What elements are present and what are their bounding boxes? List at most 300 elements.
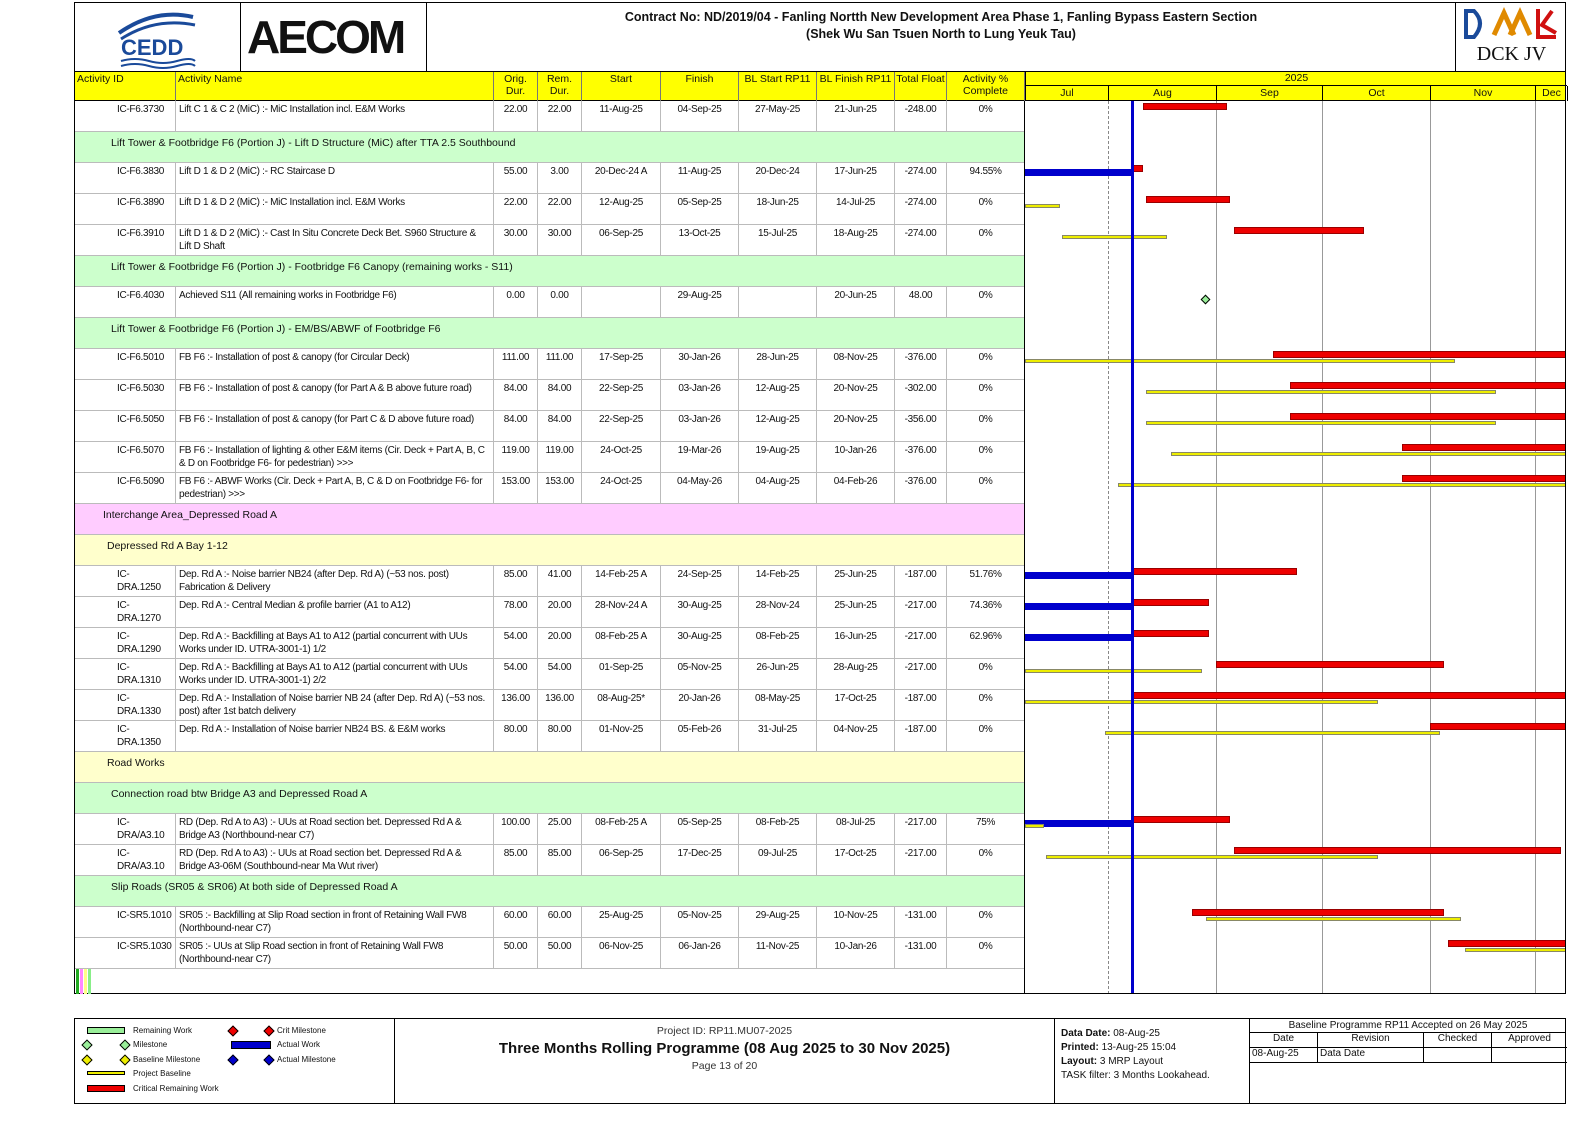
gantt-baseline-bar[interactable] — [1046, 855, 1377, 859]
pct-complete-cell: 0% — [947, 473, 1025, 503]
gantt-critical-bar[interactable] — [1132, 692, 1566, 699]
activity-id-cell: IC-F6.5090 — [75, 473, 176, 503]
bl-start-cell: 20-Dec-24 — [739, 163, 817, 193]
bl-finish-cell: 18-Aug-25 — [817, 225, 895, 255]
legend-remaining-work: Remaining Work — [133, 1026, 192, 1035]
start-date-cell: 24-Oct-25 — [582, 473, 661, 503]
orig-dur-cell: 85.00 — [494, 845, 538, 875]
gantt-critical-bar[interactable] — [1132, 816, 1230, 823]
baseline-note: Baseline Programme RP11 Accepted on 26 May 2025 — [1250, 1019, 1566, 1033]
pct-complete-cell: 75% — [947, 814, 1025, 844]
total-float-cell: -376.00 — [895, 442, 947, 472]
rev-col-approved: Approved — [1508, 1033, 1551, 1044]
pct-complete-cell: 0% — [947, 287, 1025, 317]
bl-start-cell: 29-Aug-25 — [739, 907, 817, 937]
start-date-cell: 22-Sep-25 — [582, 380, 661, 410]
start-date-cell: 20-Dec-24 A — [582, 163, 661, 193]
orig-dur-cell: 54.00 — [494, 659, 538, 689]
wbs-band-label: Road Works — [107, 757, 165, 769]
gantt-actual-bar[interactable] — [1024, 169, 1132, 176]
bl-finish-cell: 17-Jun-25 — [817, 163, 895, 193]
bl-finish-cell: 10-Nov-25 — [817, 907, 895, 937]
bl-start-cell: 11-Nov-25 — [739, 938, 817, 968]
pct-complete-cell: 0% — [947, 690, 1025, 720]
gantt-month-gridline — [1535, 101, 1536, 994]
bl-finish-cell: 10-Jan-26 — [817, 938, 895, 968]
col-rem-dur[interactable]: Rem. Dur. — [538, 72, 582, 101]
activity-name-cell: Lift D 1 & D 2 (MiC) :- Cast In Situ Concrete Deck Bet. S960 Structure & Lift D Shaft — [176, 225, 494, 255]
gantt-critical-bar[interactable] — [1273, 351, 1566, 358]
total-float-cell: -376.00 — [895, 473, 947, 503]
gantt-baseline-bar[interactable] — [1025, 824, 1044, 828]
gantt-critical-bar[interactable] — [1132, 599, 1209, 606]
rev-col-date: Date — [1250, 1033, 1318, 1048]
activity-name-cell: Lift D 1 & D 2 (MiC) :- RC Staircase D — [176, 163, 494, 193]
rem-dur-cell: 41.00 — [538, 566, 582, 596]
activity-id-cell: IC-DRA/A3.10 — [75, 814, 176, 844]
wbs-band-label: Depressed Rd A Bay 1-12 — [107, 540, 228, 552]
bl-finish-cell: 20-Jun-25 — [817, 287, 895, 317]
month-aug: Aug — [1109, 86, 1217, 101]
gantt-baseline-bar[interactable] — [1206, 917, 1462, 921]
activity-name-cell: FB F6 :- Installation of lighting & other E&M items (Cir. Deck + Part A, B, C & D on Footbridge F6- for pedestrian) >>> — [176, 442, 494, 472]
rem-dur-cell: 80.00 — [538, 721, 582, 751]
rem-dur-cell: 54.00 — [538, 659, 582, 689]
activity-id-cell: IC-F6.4030 — [75, 287, 176, 317]
total-float-cell: -274.00 — [895, 163, 947, 193]
crit-milestone-icon — [227, 1025, 238, 1036]
table-row[interactable] — [75, 721, 1025, 752]
gantt-critical-bar[interactable] — [1192, 909, 1444, 916]
rem-dur-cell: 3.00 — [538, 163, 582, 193]
finish-date-cell: 04-May-26 — [661, 473, 739, 503]
rem-dur-cell: 20.00 — [538, 597, 582, 627]
gantt-critical-bar[interactable] — [1402, 475, 1566, 482]
rem-dur-cell: 111.00 — [538, 349, 582, 379]
start-date-cell: 28-Nov-24 A — [582, 597, 661, 627]
gantt-baseline-bar[interactable] — [1025, 359, 1455, 363]
bl-finish-cell: 10-Jan-26 — [817, 442, 895, 472]
activity-name-cell: SR05 :- UUs at Slip Road section in front of Retaining Wall FW8 (Northbound-near C7) — [176, 938, 494, 968]
column-header-row — [74, 72, 1566, 101]
total-float-cell: -274.00 — [895, 225, 947, 255]
legend — [75, 1019, 395, 1103]
data-date-line: Data Date: 08-Aug-25 — [1061, 1028, 1160, 1039]
gantt-baseline-bar[interactable] — [1118, 483, 1566, 487]
month-sep: Sep — [1217, 86, 1323, 101]
finish-date-cell: 05-Feb-26 — [661, 721, 739, 751]
gantt-critical-bar[interactable] — [1132, 568, 1297, 575]
finish-date-cell: 30-Aug-25 — [661, 597, 739, 627]
activity-name-cell: Dep. Rd A :- Backfilling at Bays A1 to A12 (partial concurrent with UUs Works under ID. UTRA-3001-1) 2/2 — [176, 659, 494, 689]
gantt-critical-bar[interactable] — [1290, 413, 1566, 420]
total-float-cell: -217.00 — [895, 659, 947, 689]
pct-complete-cell: 0% — [947, 101, 1025, 131]
activity-name-cell: Dep. Rd A :- Installation of Noise barrier NB24 BS. & E&M works — [176, 721, 494, 751]
gantt-critical-bar[interactable] — [1132, 630, 1209, 637]
gantt-baseline-bar[interactable] — [1171, 452, 1566, 456]
gantt-baseline-bar[interactable] — [1105, 731, 1440, 735]
gantt-critical-bar[interactable] — [1234, 227, 1364, 234]
start-date-cell: 06-Sep-25 — [582, 845, 661, 875]
activity-id-cell: IC-F6.3830 — [75, 163, 176, 193]
gantt-critical-bar[interactable] — [1448, 940, 1567, 947]
rev-date: 08-Aug-25 — [1250, 1048, 1318, 1063]
rem-dur-cell: 30.00 — [538, 225, 582, 255]
total-float-cell: -187.00 — [895, 690, 947, 720]
actual-work-swatch — [231, 1041, 271, 1049]
total-float-cell: -187.00 — [895, 566, 947, 596]
orig-dur-cell: 0.00 — [494, 287, 538, 317]
table-row[interactable] — [75, 287, 1025, 318]
activity-name-cell: SR05 :- Backfilling at Slip Road section in front of Retaining Wall FW8 (Northbound-near C7) — [176, 907, 494, 937]
rem-dur-cell: 84.00 — [538, 380, 582, 410]
bl-start-cell: 12-Aug-25 — [739, 411, 817, 441]
activity-name-cell: Dep. Rd A :- Backfilling at Bays A1 to A12 (partial concurrent with UUs Works under ID. UTRA-3001-1) 1/2 — [176, 628, 494, 658]
total-float-cell: -248.00 — [895, 101, 947, 131]
activity-id-cell: IC-F6.3730 — [75, 101, 176, 131]
print-info — [1061, 1027, 1251, 1083]
gantt-critical-bar[interactable] — [1146, 196, 1230, 203]
activity-name-cell: Dep. Rd A :- Installation of Noise barrier NB 24 (after Dep. Rd A) (~53 nos. post) after 1st batch delivery — [176, 690, 494, 720]
table-row[interactable] — [75, 225, 1025, 256]
gantt-baseline-bar[interactable] — [1025, 700, 1378, 704]
bl-start-cell — [739, 287, 817, 317]
rev-revision: Data Date — [1318, 1048, 1424, 1063]
pct-complete-cell: 0% — [947, 721, 1025, 751]
bl-finish-cell: 14-Jul-25 — [817, 194, 895, 224]
table-row[interactable] — [75, 907, 1025, 938]
table-row[interactable] — [75, 411, 1025, 442]
programme-title: Three Months Rolling Programme (08 Aug 2025 to 30 Nov 2025) — [498, 1040, 951, 1057]
activity-table — [74, 101, 1024, 994]
activity-name-cell: FB F6 :- Installation of post & canopy (for Part A & B above future road) — [176, 380, 494, 410]
orig-dur-cell: 55.00 — [494, 163, 538, 193]
start-date-cell: 17-Sep-25 — [582, 349, 661, 379]
bl-finish-cell: 25-Jun-25 — [817, 566, 895, 596]
finish-date-cell: 05-Sep-25 — [661, 194, 739, 224]
rev-col-revision: Revision — [1318, 1033, 1424, 1048]
activity-id-cell: IC-F6.3910 — [75, 225, 176, 255]
activity-id-cell: IC-DRA/A3.10 — [75, 845, 176, 875]
finish-date-cell: 06-Jan-26 — [661, 938, 739, 968]
total-float-cell: -302.00 — [895, 380, 947, 410]
bl-start-cell: 08-May-25 — [739, 690, 817, 720]
finish-date-cell: 11-Aug-25 — [661, 163, 739, 193]
activity-name-cell: RD (Dep. Rd A to A3) :- UUs at Road section bet. Depressed Rd A & Bridge A3 (Northbound-near C7) — [176, 814, 494, 844]
rem-dur-cell: 20.00 — [538, 628, 582, 658]
orig-dur-cell: 84.00 — [494, 411, 538, 441]
finish-date-cell: 04-Sep-25 — [661, 101, 739, 131]
rem-dur-cell: 119.00 — [538, 442, 582, 472]
activity-id-cell: IC-SR5.1010 — [75, 907, 176, 937]
bl-finish-cell: 20-Nov-25 — [817, 380, 895, 410]
data-date-line — [1131, 101, 1134, 994]
bl-start-cell: 08-Feb-25 — [739, 628, 817, 658]
wbs-band-label: Lift Tower & Footbridge F6 (Portion J) - EM/BS/ABWF of Footbridge F6 — [111, 323, 441, 335]
pct-complete-cell: 62.96% — [947, 628, 1025, 658]
total-float-cell: -356.00 — [895, 411, 947, 441]
orig-dur-cell: 30.00 — [494, 225, 538, 255]
bl-finish-cell: 08-Nov-25 — [817, 349, 895, 379]
activity-name-cell: Lift D 1 & D 2 (MiC) :- MiC Installation incl. E&M Works — [176, 194, 494, 224]
bl-start-cell: 14-Feb-25 — [739, 566, 817, 596]
remaining-work-swatch — [87, 1027, 125, 1034]
rev-col-checked: Checked — [1424, 1033, 1492, 1048]
bl-finish-cell: 04-Feb-26 — [817, 473, 895, 503]
orig-dur-cell: 85.00 — [494, 566, 538, 596]
svg-text:CEDD: CEDD — [121, 35, 184, 60]
activity-id-cell: IC-DRA.1290 — [75, 628, 176, 658]
bl-start-cell: 08-Feb-25 — [739, 814, 817, 844]
table-row[interactable] — [75, 101, 1025, 132]
table-row[interactable] — [75, 659, 1025, 690]
baseline-milestone-icon-2 — [119, 1054, 130, 1065]
actual-milestone-icon-2 — [263, 1054, 274, 1065]
gantt-baseline-bar[interactable] — [1465, 948, 1566, 952]
pct-complete-cell: 0% — [947, 349, 1025, 379]
pct-complete-cell: 0% — [947, 907, 1025, 937]
col-start[interactable]: Start — [582, 72, 661, 101]
milestone-icon-2 — [119, 1039, 130, 1050]
pct-complete-cell: 0% — [947, 225, 1025, 255]
table-row[interactable] — [75, 597, 1025, 628]
pct-complete-cell: 0% — [947, 659, 1025, 689]
table-row[interactable] — [75, 845, 1025, 876]
month-nov: Nov — [1431, 86, 1536, 101]
pct-complete-cell: 0% — [947, 380, 1025, 410]
start-date-cell: 08-Aug-25* — [582, 690, 661, 720]
col-total-float[interactable]: Total Float — [895, 72, 947, 101]
table-row[interactable] — [75, 473, 1025, 504]
finish-date-cell: 13-Oct-25 — [661, 225, 739, 255]
orig-dur-cell: 80.00 — [494, 721, 538, 751]
project-id: Project ID: RP11.MU07-2025 — [656, 1025, 793, 1037]
start-date-cell: 01-Sep-25 — [582, 659, 661, 689]
activity-id-cell: IC-F6.5070 — [75, 442, 176, 472]
rem-dur-cell: 22.00 — [538, 101, 582, 131]
revision-header — [1250, 1033, 1567, 1048]
orig-dur-cell: 60.00 — [494, 907, 538, 937]
bl-finish-cell: 20-Nov-25 — [817, 411, 895, 441]
milestone-icon — [81, 1039, 92, 1050]
wbs-band-row — [75, 535, 1025, 566]
gantt-actual-bar[interactable] — [1024, 634, 1132, 641]
activity-name-cell: Lift C 1 & C 2 (MiC) :- MiC Installation incl. E&M Works — [176, 101, 494, 131]
wbs-band-row — [75, 132, 1025, 163]
table-row[interactable] — [75, 194, 1025, 225]
finish-date-cell: 17-Dec-25 — [661, 845, 739, 875]
legend-actual-milestone: Actual Milestone — [277, 1055, 336, 1064]
gantt-critical-bar[interactable] — [1402, 444, 1566, 451]
revision-row — [1250, 1048, 1567, 1063]
gantt-chart — [1024, 101, 1566, 994]
pct-complete-cell: 0% — [947, 194, 1025, 224]
bl-start-cell: 27-May-25 — [739, 101, 817, 131]
table-row[interactable] — [75, 380, 1025, 411]
title-line-2: (Shek Wu San Tsuen North to Lung Yeuk Tau) — [806, 27, 1076, 41]
rem-dur-cell: 153.00 — [538, 473, 582, 503]
bl-finish-cell: 28-Aug-25 — [817, 659, 895, 689]
activity-name-cell: RD (Dep. Rd A to A3) :- UUs at Road section bet. Depressed Rd A & Bridge A3-06M (Southbound-near Ma Wut river) — [176, 845, 494, 875]
orig-dur-cell: 153.00 — [494, 473, 538, 503]
activity-id-cell: IC-F6.5050 — [75, 411, 176, 441]
total-float-cell: -131.00 — [895, 907, 947, 937]
finish-date-cell: 05-Nov-25 — [661, 907, 739, 937]
activity-name-cell: FB F6 :- Installation of post & canopy (for Circular Deck) — [176, 349, 494, 379]
orig-dur-cell: 22.00 — [494, 194, 538, 224]
gantt-actual-bar[interactable] — [1024, 572, 1132, 579]
finish-date-cell: 03-Jan-26 — [661, 411, 739, 441]
wbs-band-row — [75, 504, 1025, 535]
wbs-band-row — [75, 876, 1025, 907]
activity-id-cell: IC-DRA.1350 — [75, 721, 176, 751]
col-pct-complete[interactable]: Activity % Complete — [947, 72, 1025, 101]
col-activity-name[interactable]: Activity Name — [176, 72, 494, 101]
wbs-band-row — [75, 318, 1025, 349]
orig-dur-cell: 84.00 — [494, 380, 538, 410]
bl-finish-cell: 25-Jun-25 — [817, 597, 895, 627]
gantt-baseline-bar[interactable] — [1062, 235, 1167, 239]
bl-start-cell: 28-Nov-24 — [739, 597, 817, 627]
col-bl-start[interactable]: BL Start RP11 — [739, 72, 817, 101]
wbs-band-label: Lift Tower & Footbridge F6 (Portion J) - Lift D Structure (MiC) after TTA 2.5 Southbound — [111, 137, 516, 149]
critical-remaining-swatch — [87, 1085, 125, 1092]
table-row[interactable] — [75, 628, 1025, 659]
rem-dur-cell: 25.00 — [538, 814, 582, 844]
cedd-logo — [75, 3, 241, 73]
document-title — [427, 3, 1456, 73]
legend-crit-milestone: Crit Milestone — [277, 1026, 326, 1035]
table-row[interactable] — [75, 442, 1025, 473]
total-float-cell: -217.00 — [895, 628, 947, 658]
table-row[interactable] — [75, 349, 1025, 380]
start-date-cell: 14-Feb-25 A — [582, 566, 661, 596]
legend-milestone: Milestone — [133, 1040, 168, 1049]
gantt-critical-bar[interactable] — [1430, 723, 1566, 730]
table-row[interactable] — [75, 566, 1025, 597]
finish-date-cell: 03-Jan-26 — [661, 380, 739, 410]
start-date-cell: 24-Oct-25 — [582, 442, 661, 472]
rem-dur-cell: 22.00 — [538, 194, 582, 224]
gantt-baseline-bar[interactable] — [1025, 204, 1060, 208]
legend-baseline-milestone: Baseline Milestone — [133, 1055, 201, 1064]
activity-name-cell: Achieved S11 (All remaining works in Footbridge F6) — [176, 287, 494, 317]
printed-line: Printed: 13-Aug-25 15:04 — [1061, 1042, 1177, 1053]
month-oct: Oct — [1323, 86, 1431, 101]
activity-id-cell: IC-DRA.1270 — [75, 597, 176, 627]
bl-finish-cell: 17-Oct-25 — [817, 845, 895, 875]
total-float-cell: -217.00 — [895, 845, 947, 875]
orig-dur-cell: 111.00 — [494, 349, 538, 379]
orig-dur-cell: 54.00 — [494, 628, 538, 658]
finish-date-cell: 19-Mar-26 — [661, 442, 739, 472]
finish-date-cell: 24-Sep-25 — [661, 566, 739, 596]
rem-dur-cell: 0.00 — [538, 287, 582, 317]
col-bl-finish[interactable]: BL Finish RP11 — [817, 72, 895, 101]
pct-complete-cell: 0% — [947, 411, 1025, 441]
activity-id-cell: IC-F6.5030 — [75, 380, 176, 410]
dck-logo-icon — [1456, 3, 1567, 43]
wbs-band-row — [75, 783, 1025, 814]
gantt-milestone[interactable] — [1200, 295, 1210, 305]
gantt-critical-bar[interactable] — [1234, 847, 1561, 854]
bl-start-cell: 04-Aug-25 — [739, 473, 817, 503]
col-orig-dur[interactable]: Orig. Dur. — [494, 72, 538, 101]
col-activity-id[interactable]: Activity ID — [75, 72, 176, 101]
orig-dur-cell: 100.00 — [494, 814, 538, 844]
start-date-cell — [582, 287, 661, 317]
gantt-critical-bar[interactable] — [1216, 661, 1444, 668]
orig-dur-cell: 136.00 — [494, 690, 538, 720]
wbs-band-label: Interchange Area_Depressed Road A — [103, 509, 277, 521]
timescale-year: 2025 — [1025, 72, 1567, 86]
task-filter: TASK filter: 3 Months Lookahead. — [1061, 1070, 1210, 1081]
table-row[interactable] — [75, 938, 1025, 969]
cedd-logo-icon — [75, 3, 241, 73]
activity-name-cell: FB F6 :- Installation of post & canopy (for Part C & D above future road) — [176, 411, 494, 441]
aecom-logo — [241, 3, 427, 73]
header — [74, 2, 1566, 72]
table-row[interactable] — [75, 163, 1025, 194]
total-float-cell: -217.00 — [895, 814, 947, 844]
project-baseline-swatch — [87, 1071, 125, 1075]
table-row[interactable] — [75, 814, 1025, 845]
bl-finish-cell: 08-Jul-25 — [817, 814, 895, 844]
month-jul: Jul — [1026, 86, 1109, 101]
finish-date-cell: 30-Jan-26 — [661, 349, 739, 379]
rem-dur-cell: 60.00 — [538, 907, 582, 937]
wbs-band-label: Lift Tower & Footbridge F6 (Portion J) - Footbridge F6 Canopy (remaining works - S11) — [111, 261, 513, 273]
activity-id-cell: IC-DRA.1310 — [75, 659, 176, 689]
bl-start-cell: 28-Jun-25 — [739, 349, 817, 379]
rem-dur-cell: 136.00 — [538, 690, 582, 720]
finish-date-cell: 29-Aug-25 — [661, 287, 739, 317]
gantt-baseline-bar[interactable] — [1025, 669, 1202, 673]
bl-finish-cell: 16-Jun-25 — [817, 628, 895, 658]
pct-complete-cell: 0% — [947, 442, 1025, 472]
gantt-baseline-bar[interactable] — [1146, 390, 1496, 394]
col-finish[interactable]: Finish — [661, 72, 739, 101]
orig-dur-cell: 119.00 — [494, 442, 538, 472]
start-date-cell: 12-Aug-25 — [582, 194, 661, 224]
crit-milestone-icon-2 — [263, 1025, 274, 1036]
gantt-month-gridline — [1430, 101, 1431, 994]
total-float-cell: -274.00 — [895, 194, 947, 224]
start-date-cell: 25-Aug-25 — [582, 907, 661, 937]
layout-line: Layout: 3 MRP Layout — [1061, 1056, 1164, 1067]
bl-start-cell: 19-Aug-25 — [739, 442, 817, 472]
gantt-critical-bar[interactable] — [1290, 382, 1566, 389]
gantt-month-gridline — [1322, 101, 1323, 994]
bl-finish-cell: 04-Nov-25 — [817, 721, 895, 751]
total-float-cell: -131.00 — [895, 938, 947, 968]
activity-id-cell: IC-DRA.1330 — [75, 690, 176, 720]
activity-id-cell: IC-DRA.1250 — [75, 566, 176, 596]
wbs-band-label: Connection road btw Bridge A3 and Depressed Road A — [111, 788, 368, 800]
table-row[interactable] — [75, 690, 1025, 721]
title-line-1: Contract No: ND/2019/04 - Fanling Nortth New Development Area Phase 1, Fanling Bypass Eastern Section — [624, 10, 1258, 24]
bl-finish-cell: 17-Oct-25 — [817, 690, 895, 720]
gantt-actual-bar[interactable] — [1024, 603, 1132, 610]
gantt-critical-bar[interactable] — [1143, 103, 1227, 110]
baseline-milestone-icon — [81, 1054, 92, 1065]
orig-dur-cell: 78.00 — [494, 597, 538, 627]
gantt-baseline-bar[interactable] — [1146, 421, 1496, 425]
pct-complete-cell: 74.36% — [947, 597, 1025, 627]
footer — [74, 1018, 1566, 1104]
programme-info — [395, 1019, 1055, 1103]
